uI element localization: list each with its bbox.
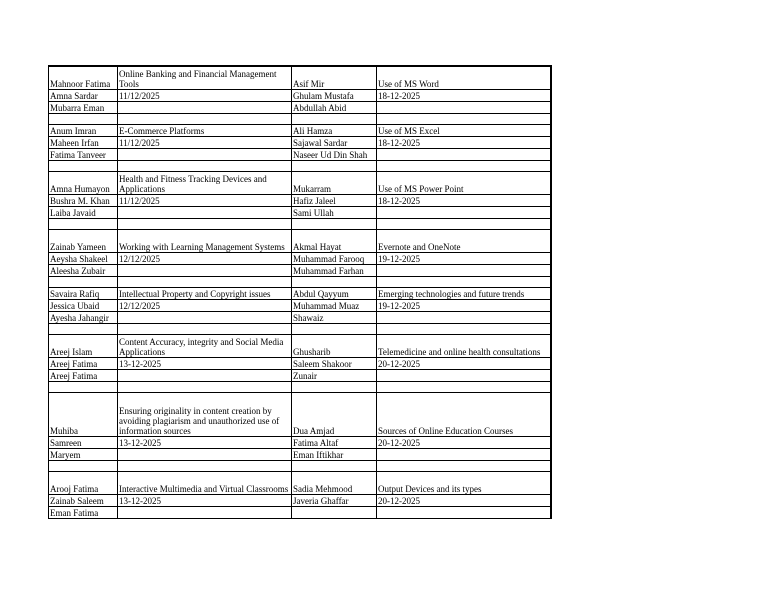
topic-cell [118, 448, 292, 460]
table-row [49, 494, 551, 506]
student-name-cell: Sajawal Sardar [292, 136, 377, 148]
empty-cell [49, 460, 118, 471]
topic-cell: 20-12-2025 [377, 436, 551, 448]
topic-cell: Use of MS Power Point [377, 171, 551, 194]
table-row [49, 471, 551, 494]
topic-cell: Use of MS Word [377, 66, 551, 89]
student-name-cell: Mubarra Eman [49, 101, 118, 113]
table-row [49, 357, 551, 369]
topic-cell [377, 448, 551, 460]
empty-cell [292, 381, 377, 392]
student-name-cell: Anum Imran [49, 124, 118, 136]
student-name-cell: Maheen Irfan [49, 136, 118, 148]
table-row [49, 136, 551, 148]
table-row [49, 229, 551, 252]
topic-cell: Intellectual Property and Copyright issues [118, 287, 292, 299]
student-name-cell: Eman Fatima [49, 506, 118, 518]
spacer-row [49, 276, 551, 287]
table-row [49, 369, 551, 381]
table-row [49, 89, 551, 101]
student-name-cell: Abdullah Abid [292, 101, 377, 113]
empty-cell [377, 160, 551, 171]
spacer-row [49, 113, 551, 124]
table-row [49, 206, 551, 218]
student-name-cell: Muhiba [49, 392, 118, 436]
student-name-cell: Maryem [49, 448, 118, 460]
student-name-cell: Ghulam Mustafa [292, 89, 377, 101]
spacer-row [49, 460, 551, 471]
empty-cell [377, 381, 551, 392]
topic-cell [377, 369, 551, 381]
student-name-cell: Naseer Ud Din Shah [292, 148, 377, 160]
student-name-cell: Zunair [292, 369, 377, 381]
table-row [49, 148, 551, 160]
topic-cell [377, 311, 551, 323]
topic-cell [118, 206, 292, 218]
table-row [49, 506, 551, 518]
student-name-cell: Amna Humayon [49, 171, 118, 194]
table-row [49, 311, 551, 323]
topic-cell: Use of MS Excel [377, 124, 551, 136]
student-name-cell: Samreen [49, 436, 118, 448]
table-row [49, 334, 551, 357]
topic-cell: 11/12/2025 [118, 194, 292, 206]
topic-cell [118, 101, 292, 113]
student-name-cell: Sami Ullah [292, 206, 377, 218]
empty-cell [292, 160, 377, 171]
student-name-cell: Asif Mir [292, 66, 377, 89]
empty-cell [292, 323, 377, 334]
student-name-cell: Muhammad Farhan [292, 264, 377, 276]
empty-cell [118, 460, 292, 471]
table-row [49, 287, 551, 299]
topic-cell: 18-12-2025 [377, 136, 551, 148]
topic-cell [377, 148, 551, 160]
empty-cell [49, 381, 118, 392]
student-name-cell: Hafiz Jaleel [292, 194, 377, 206]
topic-cell: Health and Fitness Tracking Devices and Applications [118, 171, 292, 194]
topic-cell: Emerging technologies and future trends [377, 287, 551, 299]
student-name-cell: Akmal Hayat [292, 229, 377, 252]
topic-cell: 18-12-2025 [377, 194, 551, 206]
empty-cell [118, 218, 292, 229]
empty-cell [118, 113, 292, 124]
empty-cell [377, 218, 551, 229]
student-name-cell: Laiba Javaid [49, 206, 118, 218]
empty-cell [292, 113, 377, 124]
empty-cell [377, 276, 551, 287]
student-name-cell: Abdul Qayyum [292, 287, 377, 299]
table-row [49, 299, 551, 311]
student-name-cell: Aeysha Shakeel [49, 252, 118, 264]
table-row [49, 264, 551, 276]
table-row [49, 252, 551, 264]
topic-cell [118, 506, 292, 518]
table-row [49, 66, 551, 89]
topic-cell: Evernote and OneNote [377, 229, 551, 252]
topic-cell: Interactive Multimedia and Virtual Classrooms [118, 471, 292, 494]
empty-cell [49, 160, 118, 171]
topic-cell: Working with Learning Management Systems [118, 229, 292, 252]
empty-cell [118, 276, 292, 287]
topic-cell: 13-12-2025 [118, 436, 292, 448]
schedule-table-body [49, 66, 551, 518]
empty-cell [49, 323, 118, 334]
table-row [49, 436, 551, 448]
student-name-cell: Ayesha Jahangir [49, 311, 118, 323]
topic-cell: 19-12-2025 [377, 252, 551, 264]
topic-cell: Output Devices and its types [377, 471, 551, 494]
student-name-cell: Eman Iftikhar [292, 448, 377, 460]
student-name-cell: Sadia Mehmood [292, 471, 377, 494]
topic-cell: 11/12/2025 [118, 89, 292, 101]
schedule-table [48, 65, 552, 519]
topic-cell: Online Banking and Financial Management Tools [118, 66, 292, 89]
empty-cell [49, 276, 118, 287]
topic-cell: Telemedicine and online health consultations [377, 334, 551, 357]
spacer-row [49, 160, 551, 171]
student-name-cell: Fatima Altaf [292, 436, 377, 448]
table-row [49, 392, 551, 436]
topic-cell [377, 506, 551, 518]
spacer-row [49, 323, 551, 334]
empty-cell [118, 381, 292, 392]
table-row [49, 171, 551, 194]
student-name-cell: Areej Fatima [49, 369, 118, 381]
student-name-cell: Savaira Rafiq [49, 287, 118, 299]
student-name-cell: Mukarram [292, 171, 377, 194]
topic-cell [118, 148, 292, 160]
student-name-cell: Aleesha Zubair [49, 264, 118, 276]
table-row [49, 448, 551, 460]
empty-cell [377, 323, 551, 334]
student-name-cell: Ali Hamza [292, 124, 377, 136]
topic-cell: 13-12-2025 [118, 494, 292, 506]
student-name-cell: Muhammad Farooq [292, 252, 377, 264]
student-name-cell: Zainab Yameen [49, 229, 118, 252]
topic-cell [118, 311, 292, 323]
student-name-cell: Mahnoor Fatima [49, 66, 118, 89]
topic-cell [118, 369, 292, 381]
topic-cell: 20-12-2025 [377, 357, 551, 369]
topic-cell: 19-12-2025 [377, 299, 551, 311]
student-name-cell: Javeria Ghaffar [292, 494, 377, 506]
table-row [49, 101, 551, 113]
empty-cell [292, 276, 377, 287]
table-row [49, 124, 551, 136]
topic-cell [118, 264, 292, 276]
student-name-cell: Saleem Shakoor [292, 357, 377, 369]
topic-cell [377, 101, 551, 113]
student-name-cell: Muhammad Muaz [292, 299, 377, 311]
student-name-cell: Jessica Ubaid [49, 299, 118, 311]
student-name-cell: Areej Fatima [49, 357, 118, 369]
empty-cell [118, 323, 292, 334]
empty-cell [118, 160, 292, 171]
spacer-row [49, 218, 551, 229]
student-name-cell: Bushra M. Khan [49, 194, 118, 206]
empty-cell [377, 460, 551, 471]
topic-cell: 11/12/2025 [118, 136, 292, 148]
topic-cell: Content Accuracy, integrity and Social Media Applications [118, 334, 292, 357]
topic-cell: E-Commerce Platforms [118, 124, 292, 136]
student-name-cell: Shawaiz [292, 311, 377, 323]
table-row [49, 194, 551, 206]
topic-cell: 13-12-2025 [118, 357, 292, 369]
topic-cell [377, 206, 551, 218]
topic-cell [377, 264, 551, 276]
student-name-cell: Zainab Saleem [49, 494, 118, 506]
student-name-cell: Dua Amjad [292, 392, 377, 436]
topic-cell: 12/12/2025 [118, 299, 292, 311]
student-name-cell: Arooj Fatima [49, 471, 118, 494]
empty-cell [49, 113, 118, 124]
topic-cell: 18-12-2025 [377, 89, 551, 101]
topic-cell: Ensuring originality in content creation by avoiding plagiarism and unauthorized use of information sources [118, 392, 292, 436]
empty-cell [292, 460, 377, 471]
topic-cell: 12/12/2025 [118, 252, 292, 264]
topic-cell: 20-12-2025 [377, 494, 551, 506]
spacer-row [49, 381, 551, 392]
empty-cell [49, 218, 118, 229]
empty-cell [292, 218, 377, 229]
student-name-cell: Fatima Tanveer [49, 148, 118, 160]
student-name-cell: Amna Sardar [49, 89, 118, 101]
student-name-cell: Areej Islam [49, 334, 118, 357]
student-name-cell: Ghusharib [292, 334, 377, 357]
topic-cell: Sources of Online Education Courses [377, 392, 551, 436]
student-name-cell [292, 506, 377, 518]
empty-cell [377, 113, 551, 124]
